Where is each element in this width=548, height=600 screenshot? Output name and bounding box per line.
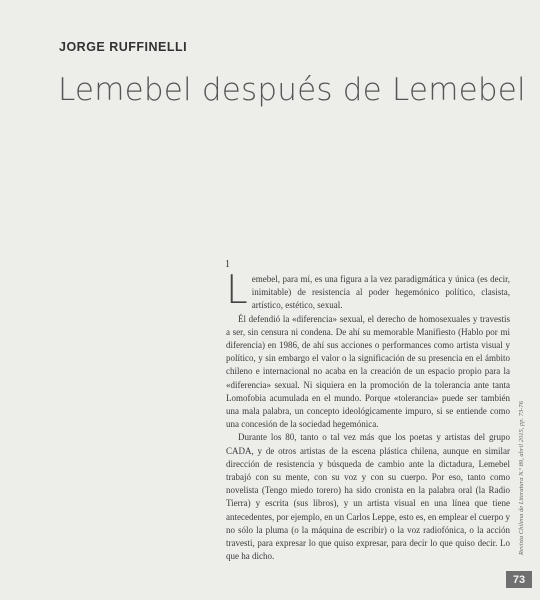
journal-caption: Revista Chilena de Literatura N.º 89, abril 2015, pp. 73-76 [518,401,525,555]
page-number: 73 [506,571,532,588]
paragraph-2: Él defendió la «diferencia» sexual, el derecho de homosexuales y travestis a ser, sin censura ni condena. De ahí su memorable Manifiesto (Hablo por mi diferencia) en 1986, de ahí sus acciones o performances como artista visual y político, y sin embargo el valor o la significación de su presencia en el ámbito chileno e internacional no acaba en la creación de un espacio propio para la «diferencia» sexual. Ni siquiera en la promoción de la tolerancia ante tanta Lomofobia acumulada en el mundo. Porque «tolerancia» puede ser también una mala palabra, un concepto ideológicamente impuro, si se entiende como una concesión de la sociedad hegemónica. [226,313,510,430]
paragraph-1 [226,268,510,313]
article-body [226,268,510,563]
author-name: JORGE RUFFINELLI [59,40,188,54]
paragraph-1-text: emebel, para mí, es una figura a la vez paradigmática y única (es decir, inimitable) de resistencia al poder hegemónico político, clasista, artístico, estético, sexual. [251,274,510,311]
drop-cap: L [226,268,248,313]
page-edge [540,0,548,600]
article-title: Lemebel después de Lemebel [58,72,526,108]
paragraph-3: Durante los 80, tanto o tal vez más que los poetas y artistas del grupo CADA, y de otros artistas de la escena plástica chilena, aunque en similar dirección de resistencia y búsqueda de cambio ante la dictadura, Lemebel trabajó con su mente, con su voz y con su cuerpo. Por eso, tanto como novelista (Tengo miedo torero) ha sido cronista en la palabra oral (la Radio Tierra) y escrita (sus libros), y un artista visual en una línea que tiene antecedentes, por ejemplo, en un Carlos Leppe, esto es, en emplear el cuerpo y no sólo la pluma (o la máquina de escribir) o la voz radiofónica, o la acción travesti, para expresar lo que quiso expresar, para decir lo que quiso decir. Lo que ha dicho. [226,432,510,562]
section-number: 1 [225,259,230,270]
